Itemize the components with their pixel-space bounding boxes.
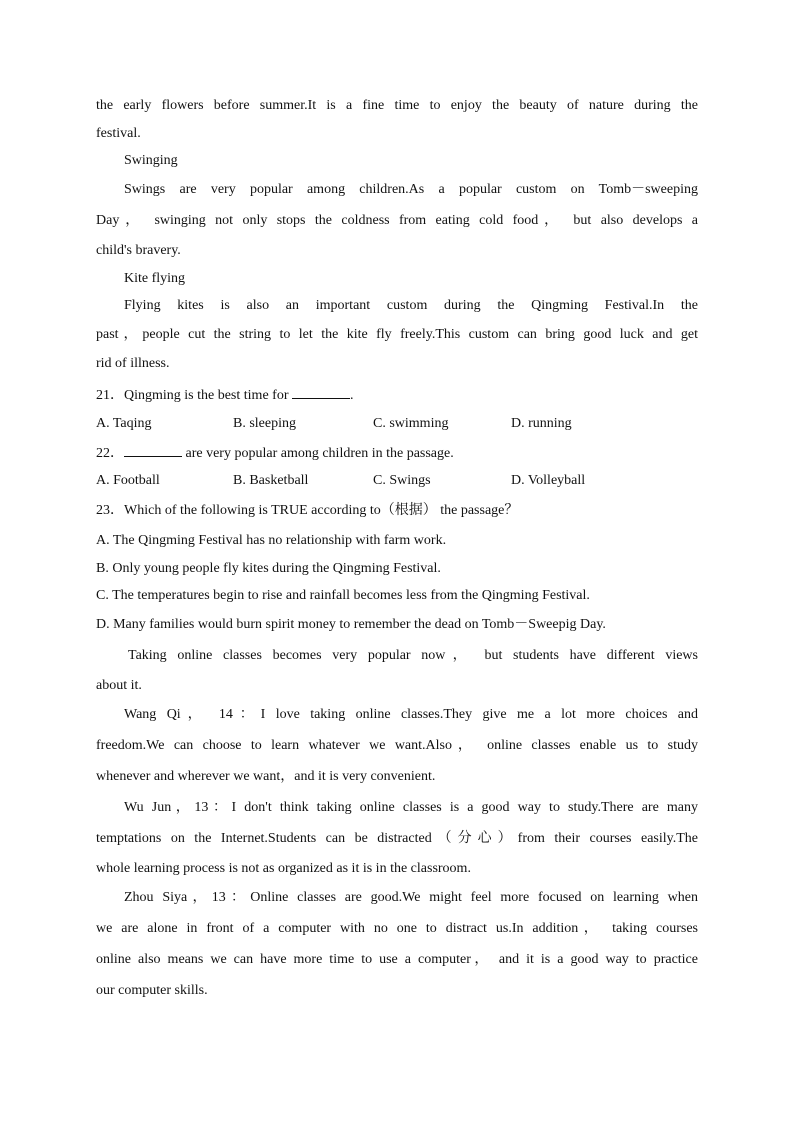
passage-line: Day， swinging not only stops the coldness from eating cold food， but also develops a bbox=[96, 213, 698, 228]
option-b: B. Basketball bbox=[233, 473, 309, 488]
option-d: D. Many families would burn spirit money to remember the dead on Tomb－Sweepig Day. bbox=[96, 617, 606, 632]
question-21-text-end: . bbox=[349, 388, 354, 403]
passage-line: Zhou Siya，13：Online classes are good.We might feel more focused on learning when bbox=[124, 890, 698, 905]
option-a: A. The Qingming Festival has no relationship with farm work. bbox=[96, 533, 447, 548]
question-22-text: are very popular among children in the passage. bbox=[182, 446, 454, 461]
passage-line: we are alone in front of a computer with no one to distract us.In addition， taking courses bbox=[96, 921, 698, 936]
section-heading-kite-flying: Kite flying bbox=[124, 271, 186, 286]
option-c: C. swimming bbox=[373, 416, 449, 431]
answer-blank bbox=[124, 443, 182, 457]
passage-line: Taking online classes becomes very popular now， but students have different views bbox=[128, 648, 698, 663]
option-d: D. Volleyball bbox=[511, 473, 586, 488]
passage-line: Wu Jun，13：I don't think taking online classes is a good way to study.There are many bbox=[124, 800, 698, 815]
passage-line: Wang Qi， 14：I love taking online classes.They give me a lot more choices and bbox=[124, 707, 698, 722]
question-22-options bbox=[96, 472, 698, 490]
passage-line: whole learning process is not as organized as it is in the classroom. bbox=[96, 861, 471, 876]
question-23-stem: 23．Which of the following is TRUE according to（根据） the passage？ bbox=[96, 503, 519, 518]
option-b: B. sleeping bbox=[233, 416, 296, 431]
passage-line: freedom.We can choose to learn whatever we want.Also， online classes enable us to study bbox=[96, 738, 698, 753]
passage-line: rid of illness. bbox=[96, 356, 170, 371]
passage-line: the early flowers before summer.It is a fine time to enjoy the beauty of nature during the bbox=[96, 98, 698, 113]
passage-line: Flying kites is also an important custom during the Qingming Festival.In the bbox=[124, 298, 698, 313]
question-21-text: 21．Qingming is the best time for bbox=[96, 388, 292, 403]
passage-line: past，people cut the string to let the kite fly freely.This custom can bring good luck and get bbox=[96, 327, 698, 342]
passage-line: temptations on the Internet.Students can be distracted（分心）from their courses easily.The bbox=[96, 831, 698, 846]
option-d: D. running bbox=[511, 416, 572, 431]
passage-line: Swings are very popular among children.As a popular custom on Tomb－sweeping bbox=[124, 182, 698, 197]
passage-line: about it. bbox=[96, 678, 142, 693]
option-b: B. Only young people fly kites during the Qingming Festival. bbox=[96, 561, 441, 576]
passage-line: child's bravery. bbox=[96, 243, 181, 258]
passage-line: online also means we can have more time to use a computer， and it is a good way to practice bbox=[96, 952, 698, 967]
answer-blank bbox=[292, 385, 350, 399]
section-heading-swinging: Swinging bbox=[124, 153, 178, 168]
option-c: C. The temperatures begin to rise and rainfall becomes less from the Qingming Festival. bbox=[96, 588, 590, 603]
option-a: A. Taqing bbox=[96, 416, 152, 431]
question-22-number: 22． bbox=[96, 446, 124, 461]
question-21-options bbox=[96, 415, 698, 433]
passage-line: whenever and wherever we want，and it is very convenient. bbox=[96, 769, 436, 784]
passage-line: festival. bbox=[96, 126, 141, 141]
option-a: A. Football bbox=[96, 473, 160, 488]
passage-line: our computer skills. bbox=[96, 983, 208, 998]
question-21-stem bbox=[96, 385, 698, 403]
option-c: C. Swings bbox=[373, 473, 431, 488]
question-22-stem bbox=[96, 443, 698, 461]
